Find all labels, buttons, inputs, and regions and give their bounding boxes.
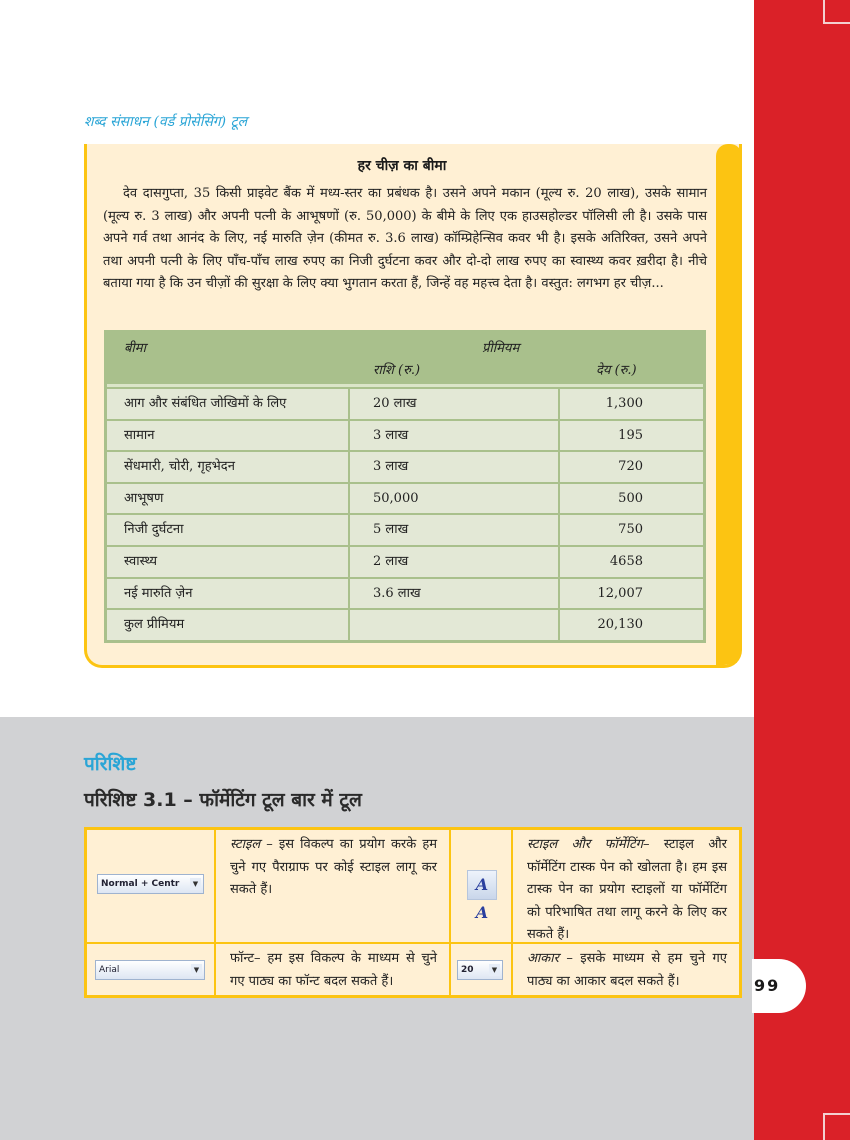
row-premium: 750 [618, 522, 643, 538]
row-item: सेंधमारी, चोरी, गृहभेदन [107, 452, 350, 482]
table-row [107, 450, 703, 482]
case-study-box [84, 144, 742, 668]
style-description [216, 830, 449, 902]
style-term: स्टाइल [230, 837, 261, 852]
table-row [107, 577, 703, 609]
styles-formatting-widget-cell [451, 830, 513, 942]
row-amount [350, 610, 560, 640]
styles-formatting-desc-cell [513, 830, 739, 942]
row-premium: 195 [618, 427, 643, 443]
tools-row [87, 830, 739, 944]
table-row-total [107, 608, 703, 640]
case-study-title: हर चीज़ का बीमा [357, 158, 447, 174]
styles-formatting-desc-text: – स्टाइल और फॉर्मेटिंग टास्क पेन को खोलता है। हम इस टास्क पेन का प्रयोग स्टाइलों या फॉर्मेटिंग को परिभाषित तथा लागू करने के लिए कर सकते हैं। [527, 837, 727, 942]
row-amount: 3.6 लाख [350, 579, 560, 609]
insurance-table [104, 330, 706, 643]
row-amount: 3 लाख [350, 452, 560, 482]
row-premium: 500 [618, 490, 643, 506]
styles-and-formatting-icon[interactable]: A A [467, 870, 497, 900]
row-premium: 20,130 [597, 617, 643, 633]
row-amount: 50,000 [350, 484, 560, 514]
font-dropdown-value: Arial [99, 965, 120, 975]
row-amount: 2 लाख [350, 547, 560, 577]
row-premium: 720 [618, 459, 643, 475]
case-study-body: देव दासगुप्ता, 35 किसी प्राइवेट बैंक में मध्य-स्तर का प्रबंधक है। उसने अपने मकान (मूल्य रु. 20 लाख), उसके सामान (मूल्य रु. 3 लाख) और अपनी पत्नी के आभूषणों (रु. 50,000) के बीमे के लिए एक हाउसहोल्डर पॉलिसी ली है। उसके पास अपने गर्व तथा आनंद के लिए, नई मारुति ज़ेन (कीमत रु. 3.6 लाख) कॉम्प्रिहेन्सिव कवर भी है। इसके अतिरिक्त, उसने अपने तथा अपनी पत्नी के लिए पाँच-पाँच लाख रुपए का निजी दुर्घटना कवर और दो-दो लाख रुपए का स्वास्थ्य कवर ख़रीदा है। नीचे बताया गया है कि उन चीज़ों की सुरक्षा के लिए क्या भुगतान करता हैं, जिन्हें वह महत्त्व देता है। वस्तुत: लगभग हर चीज़... [103, 186, 707, 291]
row-premium: 12,007 [597, 585, 643, 601]
dropdown-arrow-icon: ▼ [489, 964, 500, 976]
style-widget-cell [87, 830, 216, 942]
running-head: शब्द संसाधन (वर्ड प्रोसेसिंग) टूल [84, 114, 248, 130]
font-dropdown[interactable] [95, 960, 205, 980]
row-item: आभूषण [107, 484, 350, 514]
row-amount: 5 लाख [350, 515, 560, 545]
row-item: स्वास्थ्य [107, 547, 350, 577]
styles-formatting-description [513, 830, 739, 947]
font-term: फॉन्ट [230, 951, 255, 966]
header-amount: राशि (रु.) [373, 363, 421, 378]
row-item: आग और संबंधित जोखिमों के लिए [107, 389, 350, 419]
page-number: 99 [752, 959, 806, 1013]
row-amount: 20 लाख [350, 389, 560, 419]
table-row [107, 387, 703, 419]
header-due: देय (रु.) [596, 363, 637, 378]
header-insurance: बीमा [124, 341, 146, 356]
size-widget-cell [451, 944, 513, 995]
row-item: कुल प्रीमियम [107, 610, 350, 640]
row-premium: 1,300 [605, 396, 643, 411]
style-desc-text: – इस विकल्प का प्रयोग करके हम चुने गए पैराग्राफ पर कोई स्टाइल लागू कर सकते हैं। [230, 837, 437, 897]
case-box-side-bar [716, 144, 742, 665]
font-desc-text: – हम इस विकल्प के माध्यम से चुने गए पाठ्य का फॉन्ट बदल सकते हैं। [230, 951, 437, 989]
size-desc-text: – इसके माध्यम से हम चुने गए पाठ्य का आकार बदल सकते हैं। [527, 951, 727, 989]
size-desc-cell [513, 944, 739, 995]
table-row [107, 513, 703, 545]
row-amount: 3 लाख [350, 421, 560, 451]
style-dropdown-value: Normal + Centr [101, 879, 180, 889]
styles-formatting-term: स्टाइल और फॉर्मेटिंग [527, 837, 643, 852]
appendix-title: परिशिष्ट [84, 753, 137, 775]
font-widget-cell [87, 944, 216, 995]
table-row [107, 482, 703, 514]
size-description [513, 944, 739, 993]
font-desc-cell [216, 944, 451, 995]
row-item: निजी दुर्घटना [107, 515, 350, 545]
table-row [107, 545, 703, 577]
style-dropdown[interactable] [97, 874, 204, 894]
insurance-table-header [107, 333, 703, 387]
formatting-tools-table [84, 827, 742, 998]
header-premium-group: प्रीमियम [482, 341, 520, 356]
tools-row [87, 944, 739, 995]
size-term: आकार [527, 951, 559, 966]
font-description [216, 944, 449, 993]
font-size-value: 20 [461, 965, 474, 975]
appendix-subtitle: परिशिष्ट 3.1 – फॉर्मेटिंग टूल बार में टूल [84, 789, 362, 811]
row-item: नई मारुति ज़ेन [107, 579, 350, 609]
crop-mark-top [823, 0, 850, 24]
dropdown-arrow-icon: ▼ [191, 964, 202, 976]
row-item: सामान [107, 421, 350, 451]
font-size-dropdown[interactable] [457, 960, 503, 980]
table-row [107, 419, 703, 451]
dropdown-arrow-icon: ▼ [190, 878, 201, 890]
crop-mark-bottom [823, 1113, 850, 1140]
style-desc-cell [216, 830, 451, 942]
row-premium: 4658 [609, 553, 643, 569]
